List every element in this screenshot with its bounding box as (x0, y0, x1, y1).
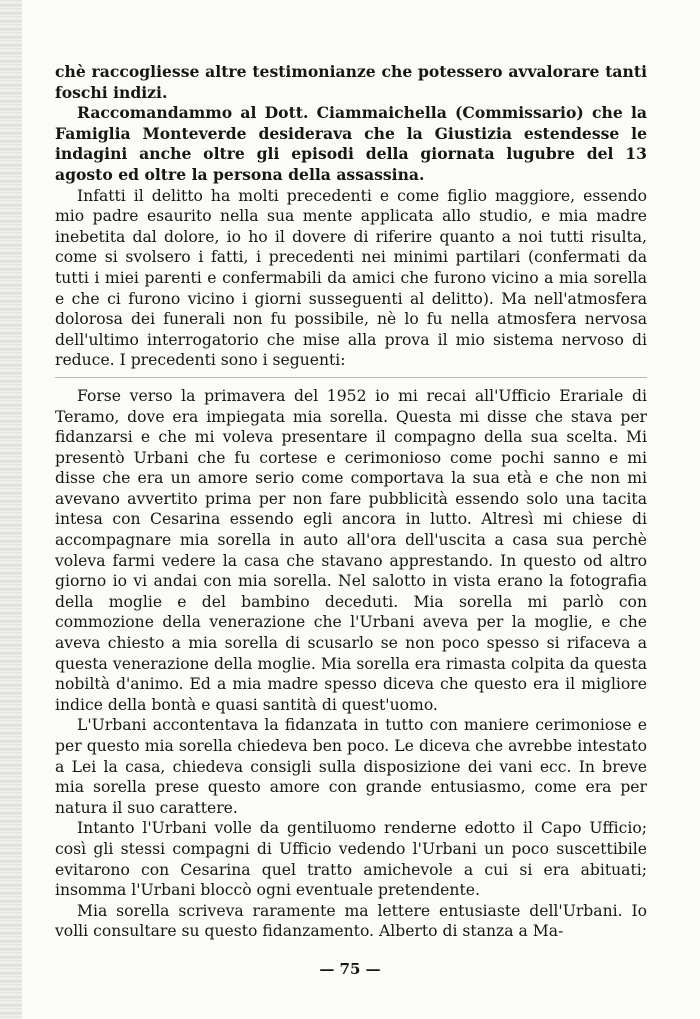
section-two-paragraph-2: L'Urbani accontentava la fidanzata in tutto con maniere cerimoniose e per questo mia sorella chiedeva ben poco. Le diceva che avrebbe intestato a Lei la casa, chiedeva consigli sulla disposizione dei vani ecc. In breve mia sorella prese questo amore con grande entusiasmo, come era per natura il suo carattere. (55, 716, 647, 817)
section-one (55, 103, 647, 371)
opening-paragraph: chè raccogliesse altre testimonianze che potessero avvalorare tanti foschi indizi. (55, 62, 647, 102)
section-two-paragraph-1: Forse verso la primavera del 1952 io mi recai all'Ufficio Erariale di Teramo, dove era impiegata mia sorella. Questa mi disse che stava per fidanzarsi e che mi voleva presentare il compagno della sua scelta. Mi presentò Urbani che fu cortese e cerimonioso come pochi sanno e mi disse che era un amore serio come comportava la sua età e che non mi avevano avvertito prima per non fare pubblicità essendo solo una tacita intesa con Cesarina essendo egli ancora in lutto. Altresì mi chiese di accompagnare mia sorella in auto all'ora dell'uscita a casa sua perchè voleva farmi vedere la casa che stavano apprestando. In questo od altro giorno io vi andai con mia sorella. Nel salotto in vista erano la fotografia della moglie e del bambino deceduti. Mia sorella mi parlò con commozione della venerazione che l'Urbani aveva per la moglie, e che aveva chiesto a mia sorella di scusarlo se non poco spesso si rifaceva a questa venerazione della moglie. Mia sorella era rimasta colpita da questa nobiltà d'animo. Ed a mia madre spesso diceva che questo era il migliore indice della bontà e quasi santità di quest'uomo. (55, 386, 647, 714)
section-divider (55, 377, 647, 378)
section-one-paragraph-2: Infatti il delitto ha molti precedenti e come figlio maggiore, essendo mio padre esaurito nella sua mente applicata allo studio, e mia madre inebetita dal dolore, io ho il dovere di riferire quanto a noi tutti risulta, come si svolsero i fatti, i precedenti nei minimi partilari (confermati da tutti i miei parenti e confermabili da amici che furono vicino a mia sorella e che ci furono vicino i giorni susseguenti al delitto). Ma nell'atmosfera dolorosa dei funerali non fu possibile, nè lo fu nella atmosfera nervosa dell'ultimo interrogatorio che mise alla prova il mio sistema nervoso di reduce. I precedenti sono i seguenti: (55, 186, 647, 370)
section-two-paragraph-4: Mia sorella scriveva raramente ma lettere entusiaste dell'Urbani. Io volli consultare su questo fidanzamento. Alberto di stanza a Ma- (55, 901, 647, 941)
section-two-paragraph-3: Intanto l'Urbani volle da gentiluomo renderne edotto il Capo Ufficio; così gli stessi compagni di Ufficio vedendo l'Urbani un poco suscettibile evitarono con Cesarina quel tratto amichevole a cui si era abituati; insomma l'Urbani bloccò ogni eventuale pretendente. (55, 819, 647, 900)
book-binding-edge (0, 0, 22, 1019)
document-body (55, 62, 647, 942)
section-two (55, 386, 647, 942)
page-number: — 75 — (319, 960, 381, 978)
section-one-paragraph-1: Raccomandammo al Dott. Ciammaichella (Commissario) che la Famiglia Monteverde desiderava che la Giustizia estendesse le indagini anche oltre gli episodi della giornata lugubre del 13 agosto ed oltre la persona della assassina. (55, 103, 647, 184)
